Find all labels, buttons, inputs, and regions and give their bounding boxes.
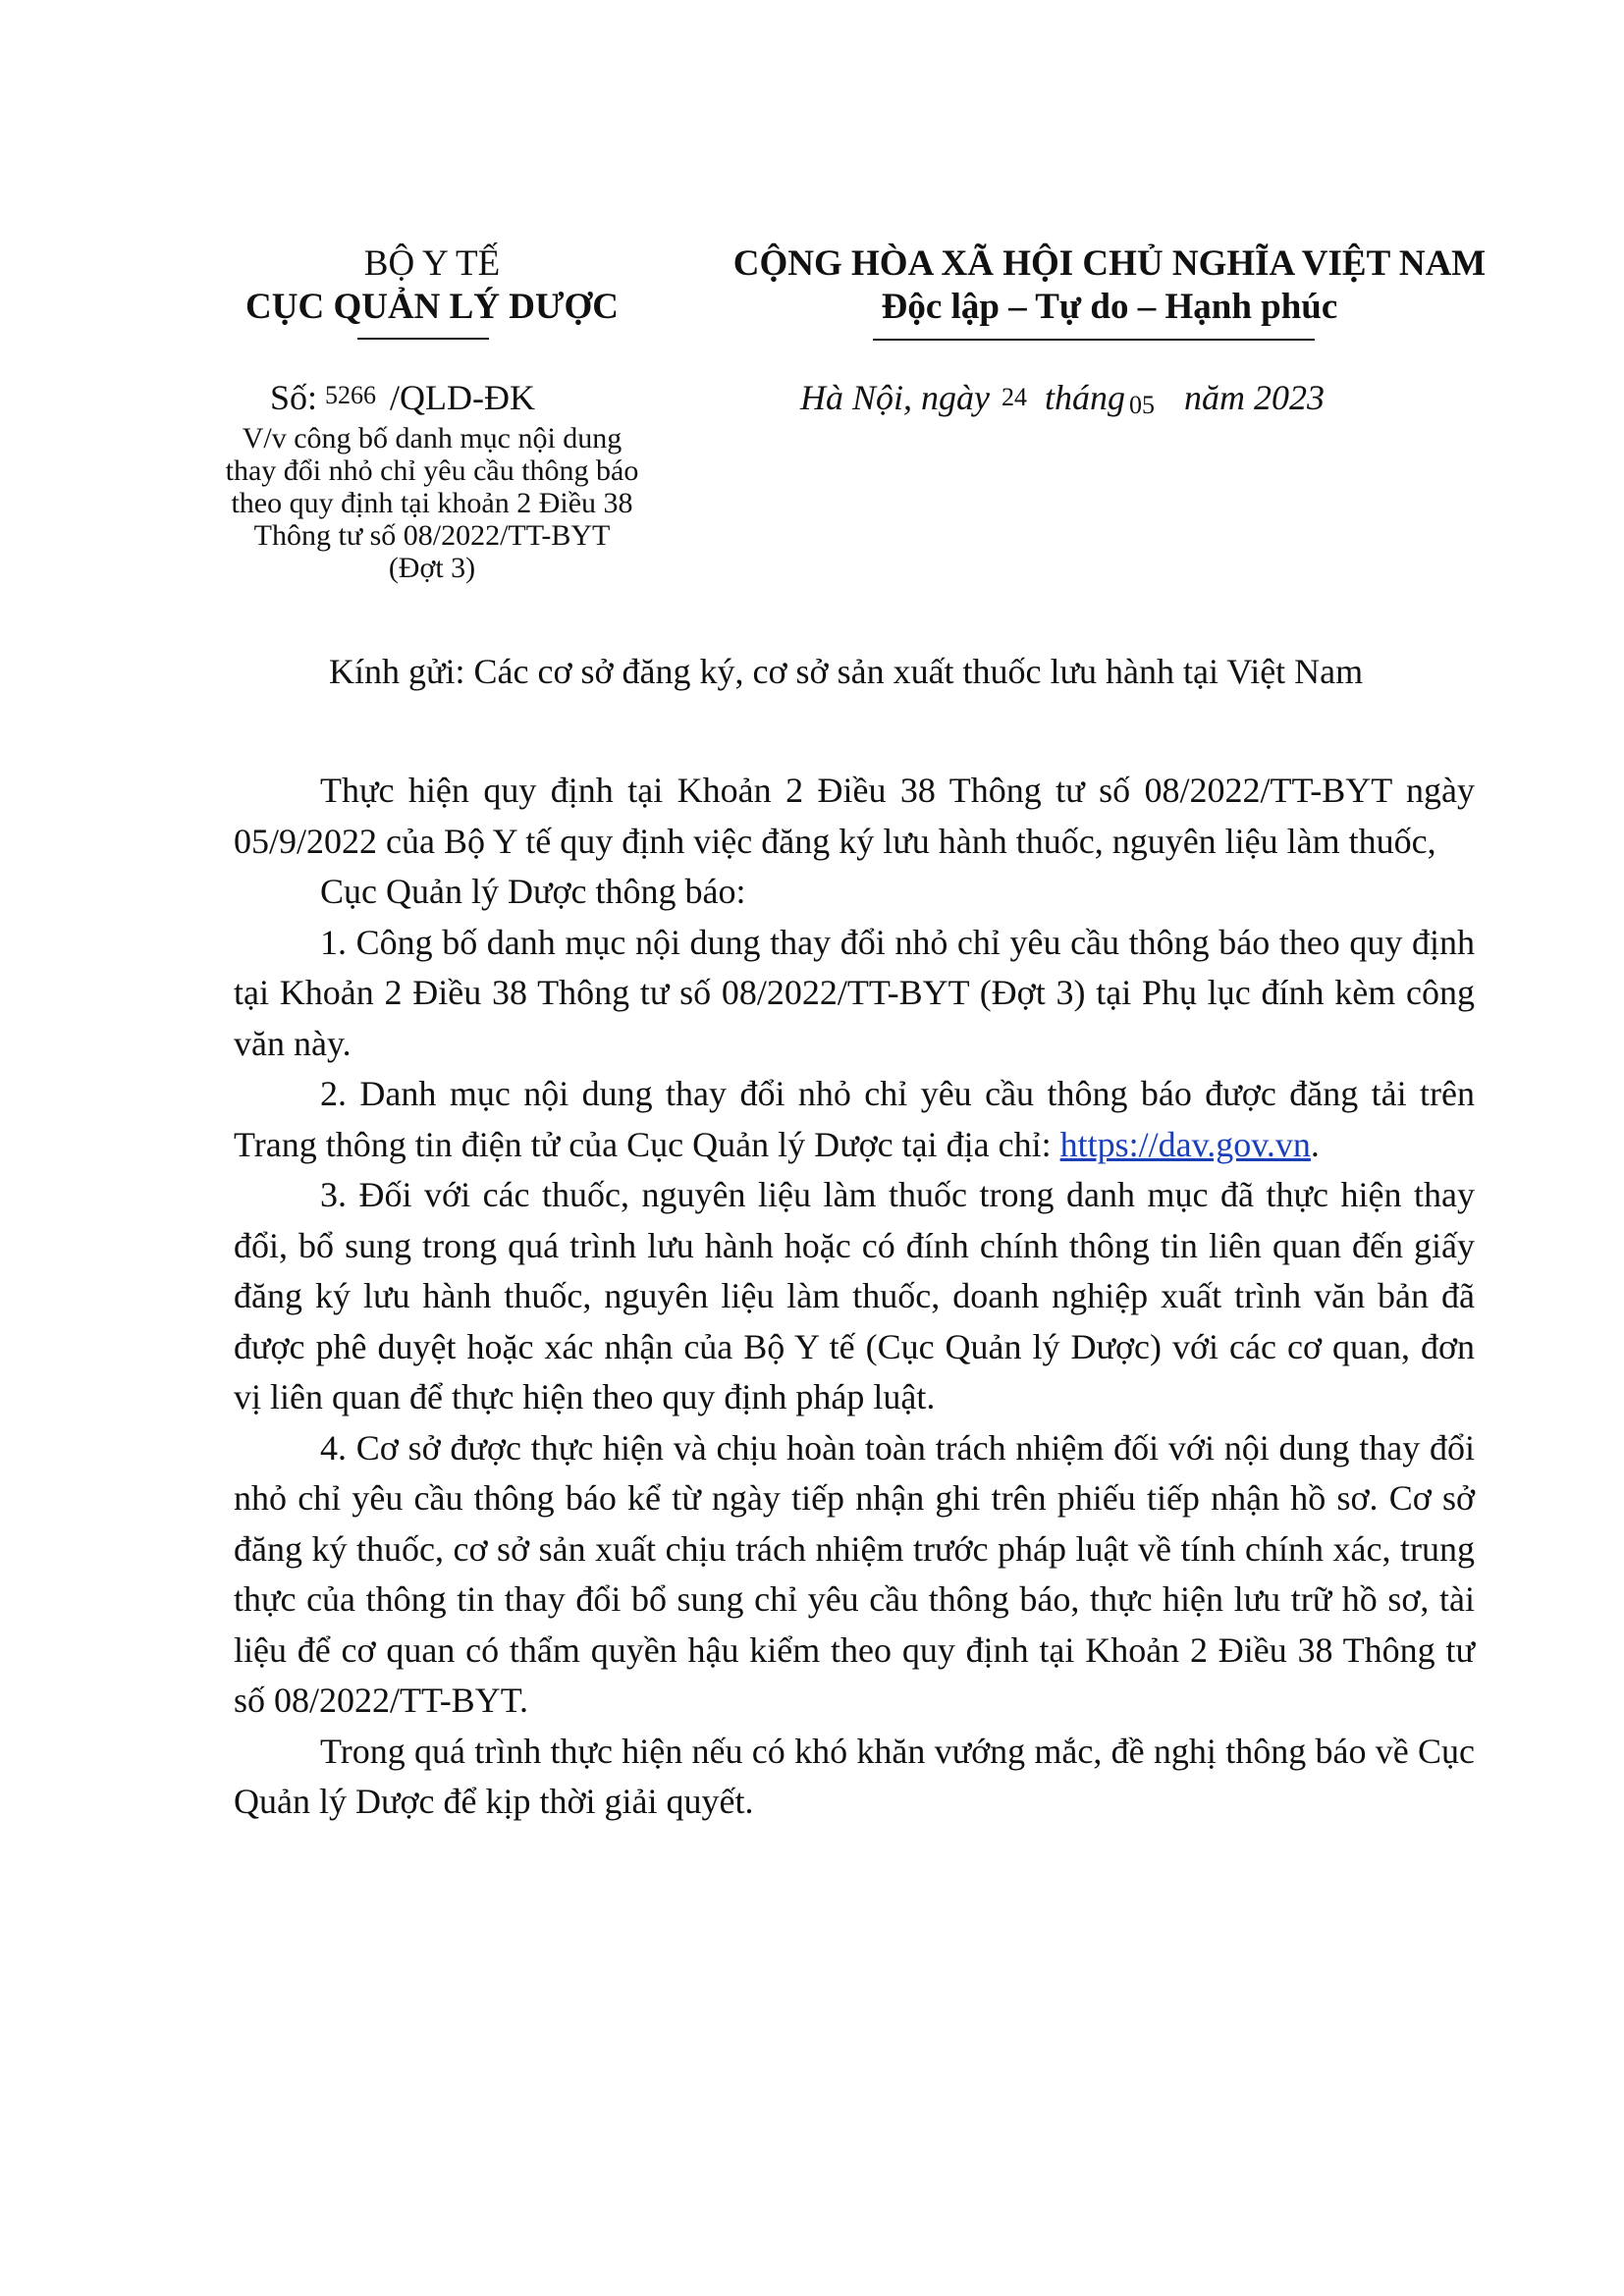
website-link[interactable]: https://dav.gov.vn [1059, 1124, 1311, 1164]
body-paragraph-item-4: 4. Cơ sở được thực hiện và chịu hoàn toàn trách nhiệm đối với nội dung thay đổi nhỏ chỉ yêu cầu thông báo kể từ ngày tiếp nhận ghi trên phiếu tiếp nhận hồ sơ. Cơ sở đăng ký thuốc, cơ sở sản xuất chịu trách nhiệm trước pháp luật về tính chính xác, trung thực của thông tin thay đổi bổ sung chỉ yêu cầu thông báo, thực hiện lưu trữ hồ sơ, tài liệu để cơ quan có thẩm quyền hậu kiểm theo quy định tại Khoản 2 Điều 38 Thông tư số 08/2022/TT-BYT. [234, 1427, 1475, 1720]
nation-name: CỘNG HÒA XÃ HỘI CHỦ NGHĨA VIỆT NAM [732, 243, 1487, 284]
motto-underline [873, 339, 1315, 341]
recipient-line: Kính gửi: Các cơ sở đăng ký, cơ sở sản xuất thuốc lưu hành tại Việt Nam [329, 652, 1364, 691]
body-paragraph-closing: Trong quá trình thực hiện nếu có khó khăn vướng mắc, đề nghị thông báo về Cục Quản lý Dược để kịp thời giải quyết. [234, 1731, 1475, 1821]
subject-line: Thông tư số 08/2022/TT-BYT [253, 519, 611, 552]
department-name: CỤC QUẢN LÝ DƯỢC [245, 287, 619, 327]
subject-line: V/v công bố danh mục nội dung [242, 422, 623, 454]
document-body [234, 766, 1475, 1828]
national-motto: Độc lập – Tự do – Hạnh phúc [881, 287, 1338, 327]
date-day: 24 [1001, 383, 1027, 411]
date-place-label: Hà Nội, ngày [800, 378, 990, 417]
ministry-name: BỘ Y TẾ [363, 243, 501, 284]
subject-line: thay đổi nhỏ chỉ yêu cầu thông báo [225, 454, 639, 487]
body-paragraph-intro: Thực hiện quy định tại Khoản 2 Điều 38 Thông tư số 08/2022/TT-BYT ngày 05/9/2022 của Bộ Y tế quy định việc đăng ký lưu hành thuốc, nguyên liệu làm thuốc, [234, 771, 1475, 861]
department-underline [357, 338, 489, 340]
date-month: 05 [1129, 391, 1156, 419]
subject-line: theo quy định tại khoản 2 Điều 38 [231, 487, 633, 519]
body-paragraph-item-2 [234, 1069, 1475, 1170]
subject-line: (Đợt 3) [388, 552, 476, 584]
document-subject [167, 422, 697, 584]
document-number [270, 377, 535, 422]
item-2-text: 2. Danh mục nội dung thay đổi nhỏ chỉ yêu cầu thông báo được đăng tải trên Trang thông tin điện tử của Cục Quản lý Dược tại địa chỉ: [234, 1074, 1475, 1164]
doc-number-prefix: Số: [270, 378, 318, 417]
doc-number-value: 5266 [325, 381, 377, 409]
date-month-label: tháng [1045, 378, 1126, 417]
item-2-end: . [1310, 1124, 1320, 1164]
doc-number-suffix: /QLD-ĐK [390, 378, 536, 417]
body-paragraph-item-1: 1. Công bố danh mục nội dung thay đổi nhỏ chỉ yêu cầu thông báo theo quy định tại Khoản 2 Điều 38 Thông tư số 08/2022/TT-BYT (Đợt 3) tại Phụ lục đính kèm công văn này. [234, 922, 1475, 1063]
body-paragraph-notice: Cục Quản lý Dược thông báo: [320, 872, 746, 911]
date-line [800, 377, 1325, 422]
body-paragraph-item-3: 3. Đối với các thuốc, nguyên liệu làm thuốc trong danh mục đã thực hiện thay đổi, bổ sung trong quá trình lưu hành hoặc có đính chính thông tin liên quan đến giấy đăng ký lưu hành thuốc, nguyên liệu làm thuốc, doanh nghiệp xuất trình văn bản đã được phê duyệt hoặc xác nhận của Bộ Y tế (Cục Quản lý Dược) với các cơ quan, đơn vị liên quan để thực hiện theo quy định pháp luật. [234, 1175, 1475, 1416]
date-year: năm 2023 [1184, 378, 1326, 417]
